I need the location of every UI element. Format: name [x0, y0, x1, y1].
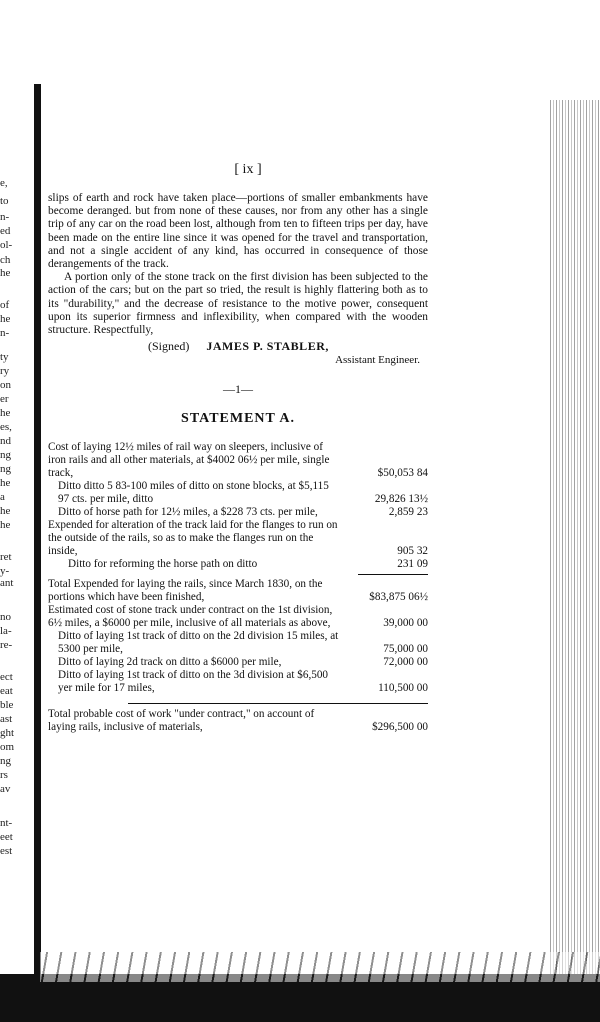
margin-fragment: ast: [0, 713, 13, 725]
total-rule: [128, 703, 428, 704]
margin-fragment: eat: [0, 685, 13, 697]
right-page-edges: [548, 100, 600, 980]
margin-fragment: la-: [0, 625, 12, 637]
signature-line: [48, 339, 428, 354]
margin-fragment: he: [0, 407, 11, 419]
margin-fragment: he: [0, 505, 11, 517]
table-row: Ditto of laying 2d track on ditto a $6000 per mile, 72,000 00: [58, 656, 428, 669]
margin-fragment: he: [0, 519, 11, 531]
table-row: Expended for alteration of the track laid for the flanges to run on the outside of the rails, so as to make the flanges run on the inside, 905 32: [48, 519, 428, 558]
statement-title: STATEMENT A.: [181, 411, 295, 427]
table-row: Ditto of laying 1st track of ditto on the 2d division 15 miles, at 5300 per mile, 75,000 00: [58, 630, 428, 656]
subtotal-rule: [358, 574, 428, 575]
margin-fragment: n-: [0, 327, 10, 339]
margin-fragment: ant: [0, 577, 14, 589]
margin-fragment: he: [0, 267, 11, 279]
signer-name: JAMES P. STABLER,: [206, 339, 329, 354]
margin-fragment: est: [0, 845, 13, 857]
book-spine-shadow: [34, 84, 41, 984]
margin-fragment: ng: [0, 463, 11, 475]
signer-title: Assistant Engineer.: [335, 354, 420, 367]
margin-fragment: ol-: [0, 239, 13, 251]
table-row: Cost of laying 12½ miles of rail way on sleepers, inclusive of iron rails and all other materials, at $4002 06½ per mile, single track, $50,053 84: [48, 441, 428, 480]
section-divider: —1—: [223, 382, 253, 397]
grand-total-row: Total probable cost of work "under contract," on account of laying rails, inclusive of materials, $296,500 00: [48, 708, 428, 734]
margin-fragment: e,: [0, 177, 8, 189]
margin-fragment: ble: [0, 699, 14, 711]
paragraph-1: slips of earth and rock have taken place—portions of smaller embankments have become deranged. but from none of these causes, nor from any other has a single trip of any car on the road been lost, although from ten to fifteen trips per day, have been made on the entire line since it was opened for the travel and transportation, and not a single accident of any kind, has occurred in consequence of those derangements of the track.: [48, 192, 428, 271]
margin-fragment: ng: [0, 755, 11, 767]
margin-fragment: re-: [0, 639, 13, 651]
statement-table: [48, 441, 428, 734]
margin-fragment: ght: [0, 727, 15, 739]
scan-bottom-shadow: [0, 974, 600, 1022]
margin-fragment: no: [0, 611, 11, 623]
paragraph-2: A portion only of the stone track on the first division has been subjected to the action of the cars; but on the part so tried, the result is highly flattering both as to its "durability," and the decrease of resistance to the motive power, consequent upon its superior firmness and inflexibility, when compared with the wooden structure. Respectfully,: [48, 271, 428, 337]
margin-fragment: on: [0, 379, 11, 391]
margin-fragment: ret: [0, 551, 12, 563]
margin-fragment: es,: [0, 421, 12, 433]
signed-label: (Signed): [148, 339, 190, 354]
document-page: [48, 162, 428, 734]
table-row: Ditto of horse path for 12½ miles, a $228 73 cts. per mile, 2,859 23: [58, 506, 428, 519]
margin-fragment: to: [0, 195, 9, 207]
margin-fragment: er: [0, 393, 9, 405]
margin-fragment: ng: [0, 449, 11, 461]
margin-fragment: nt-: [0, 817, 13, 829]
margin-fragment: he: [0, 477, 11, 489]
margin-fragment: eet: [0, 831, 13, 843]
margin-fragment: y-: [0, 565, 10, 577]
table-row: Ditto of laying 1st track of ditto on the 3d division at $6,500 yer mile for 17 miles, 110,500 00: [58, 669, 428, 695]
margin-fragment: ry: [0, 365, 10, 377]
margin-fragment: nd: [0, 435, 11, 447]
margin-fragment: ed: [0, 225, 11, 237]
margin-fragment: a: [0, 491, 5, 503]
table-row: Estimated cost of stone track under contract on the 1st division, 6½ miles, a $6000 per mile, inclusive of all materials as above, 39,000 00: [48, 604, 428, 630]
margin-fragment: av: [0, 783, 11, 795]
page-folio: [ ix ]: [234, 162, 262, 177]
table-row: Ditto ditto 5 83-100 miles of ditto on stone blocks, at $5,115 97 cts. per mile, ditto 29,826 13½: [58, 480, 428, 506]
margin-fragment: rs: [0, 769, 8, 781]
margin-fragment: ect: [0, 671, 13, 683]
total-row: Total Expended for laying the rails, since March 1830, on the portions which have been finished, $83,875 06½: [48, 578, 428, 604]
margin-fragment: n-: [0, 211, 10, 223]
margin-fragment: he: [0, 313, 11, 325]
margin-fragment: of: [0, 299, 10, 311]
margin-fragment: ty: [0, 351, 9, 363]
table-row: Ditto for reforming the horse path on ditto 231 09: [68, 558, 428, 571]
margin-fragment: ch: [0, 254, 11, 266]
margin-fragment: om: [0, 741, 15, 753]
